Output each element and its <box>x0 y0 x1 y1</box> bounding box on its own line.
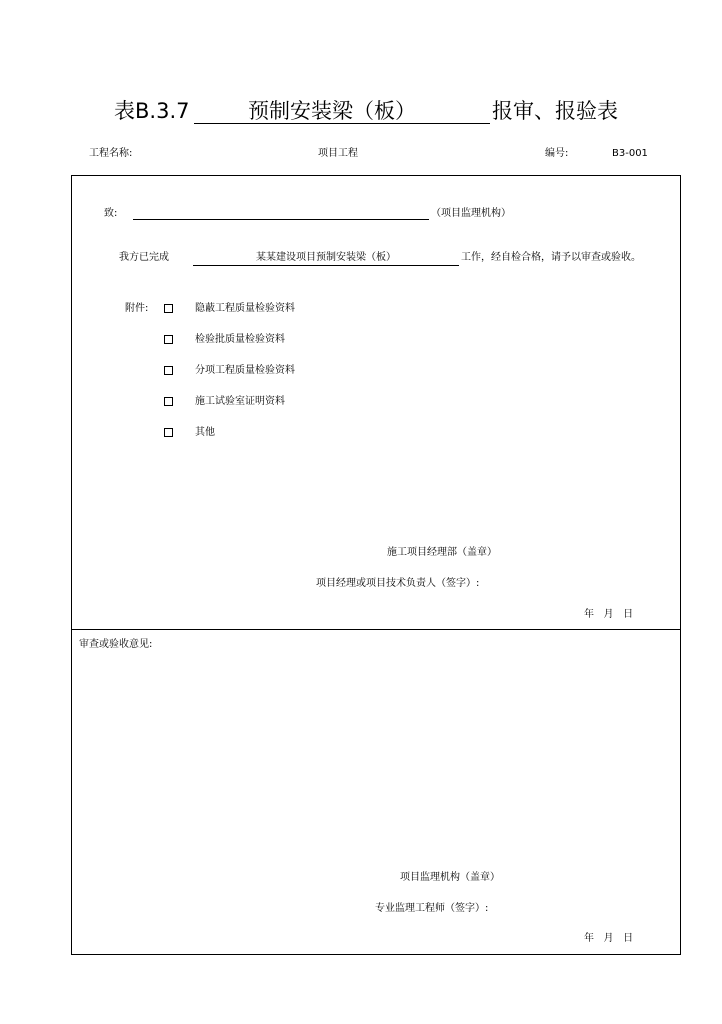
form-title <box>0 96 722 126</box>
attachment-checkbox-3[interactable] <box>164 366 173 375</box>
project-name-label: 工程名称: <box>89 148 133 159</box>
attachment-checkbox-4[interactable] <box>164 397 173 406</box>
completed-label: 我方已完成 <box>119 252 169 263</box>
to-blank-line[interactable] <box>133 219 429 220</box>
attachment-checkbox-1[interactable] <box>164 304 173 313</box>
attachment-item-3: 分项工程质量检验资料 <box>195 365 295 376</box>
attachment-checkbox-2[interactable] <box>164 335 173 344</box>
completed-suffix: 工作，经自检合格，请予以审查或验收。 <box>461 252 641 263</box>
review-opinion-label: 审查或验收意见: <box>79 639 153 650</box>
to-label: 致: <box>104 208 118 219</box>
attachment-item-2: 检验批质量检验资料 <box>195 334 285 345</box>
project-name-value: 项目工程 <box>318 148 358 159</box>
form-name: 预制安装梁（板） <box>248 99 416 123</box>
review-opinion-field[interactable] <box>79 656 669 856</box>
form-suffix: 报审、报验表 <box>492 99 618 123</box>
submission-date: 年 月 日 <box>584 609 634 620</box>
supervision-org-stamp: 项目监理机构（盖章） <box>400 872 500 883</box>
attachment-item-1: 隐蔽工程质量检验资料 <box>195 303 295 314</box>
submission-section <box>71 175 681 630</box>
form-name-underline <box>194 96 490 124</box>
completed-work-value: 某某建设项目预制安装梁（板） <box>256 252 396 263</box>
review-date: 年 月 日 <box>584 933 634 944</box>
form-number-label: 编号: <box>545 148 569 159</box>
attachments-label: 附件: <box>125 303 149 314</box>
attachment-item-5: 其他 <box>195 427 215 438</box>
completed-work-field[interactable] <box>193 251 459 266</box>
to-suffix: （项目监理机构） <box>431 208 511 219</box>
supervising-engineer-signature: 专业监理工程师（签字）: <box>375 903 489 914</box>
form-code: 表B.3.7 <box>114 99 190 123</box>
form-number-value: B3-001 <box>612 148 648 159</box>
project-manager-signature: 项目经理或项目技术负责人（签字）: <box>316 578 480 589</box>
attachment-checkbox-5[interactable] <box>164 428 173 437</box>
construction-dept-stamp: 施工项目经理部（盖章） <box>387 547 497 558</box>
attachment-item-4: 施工试验室证明资料 <box>195 396 285 407</box>
